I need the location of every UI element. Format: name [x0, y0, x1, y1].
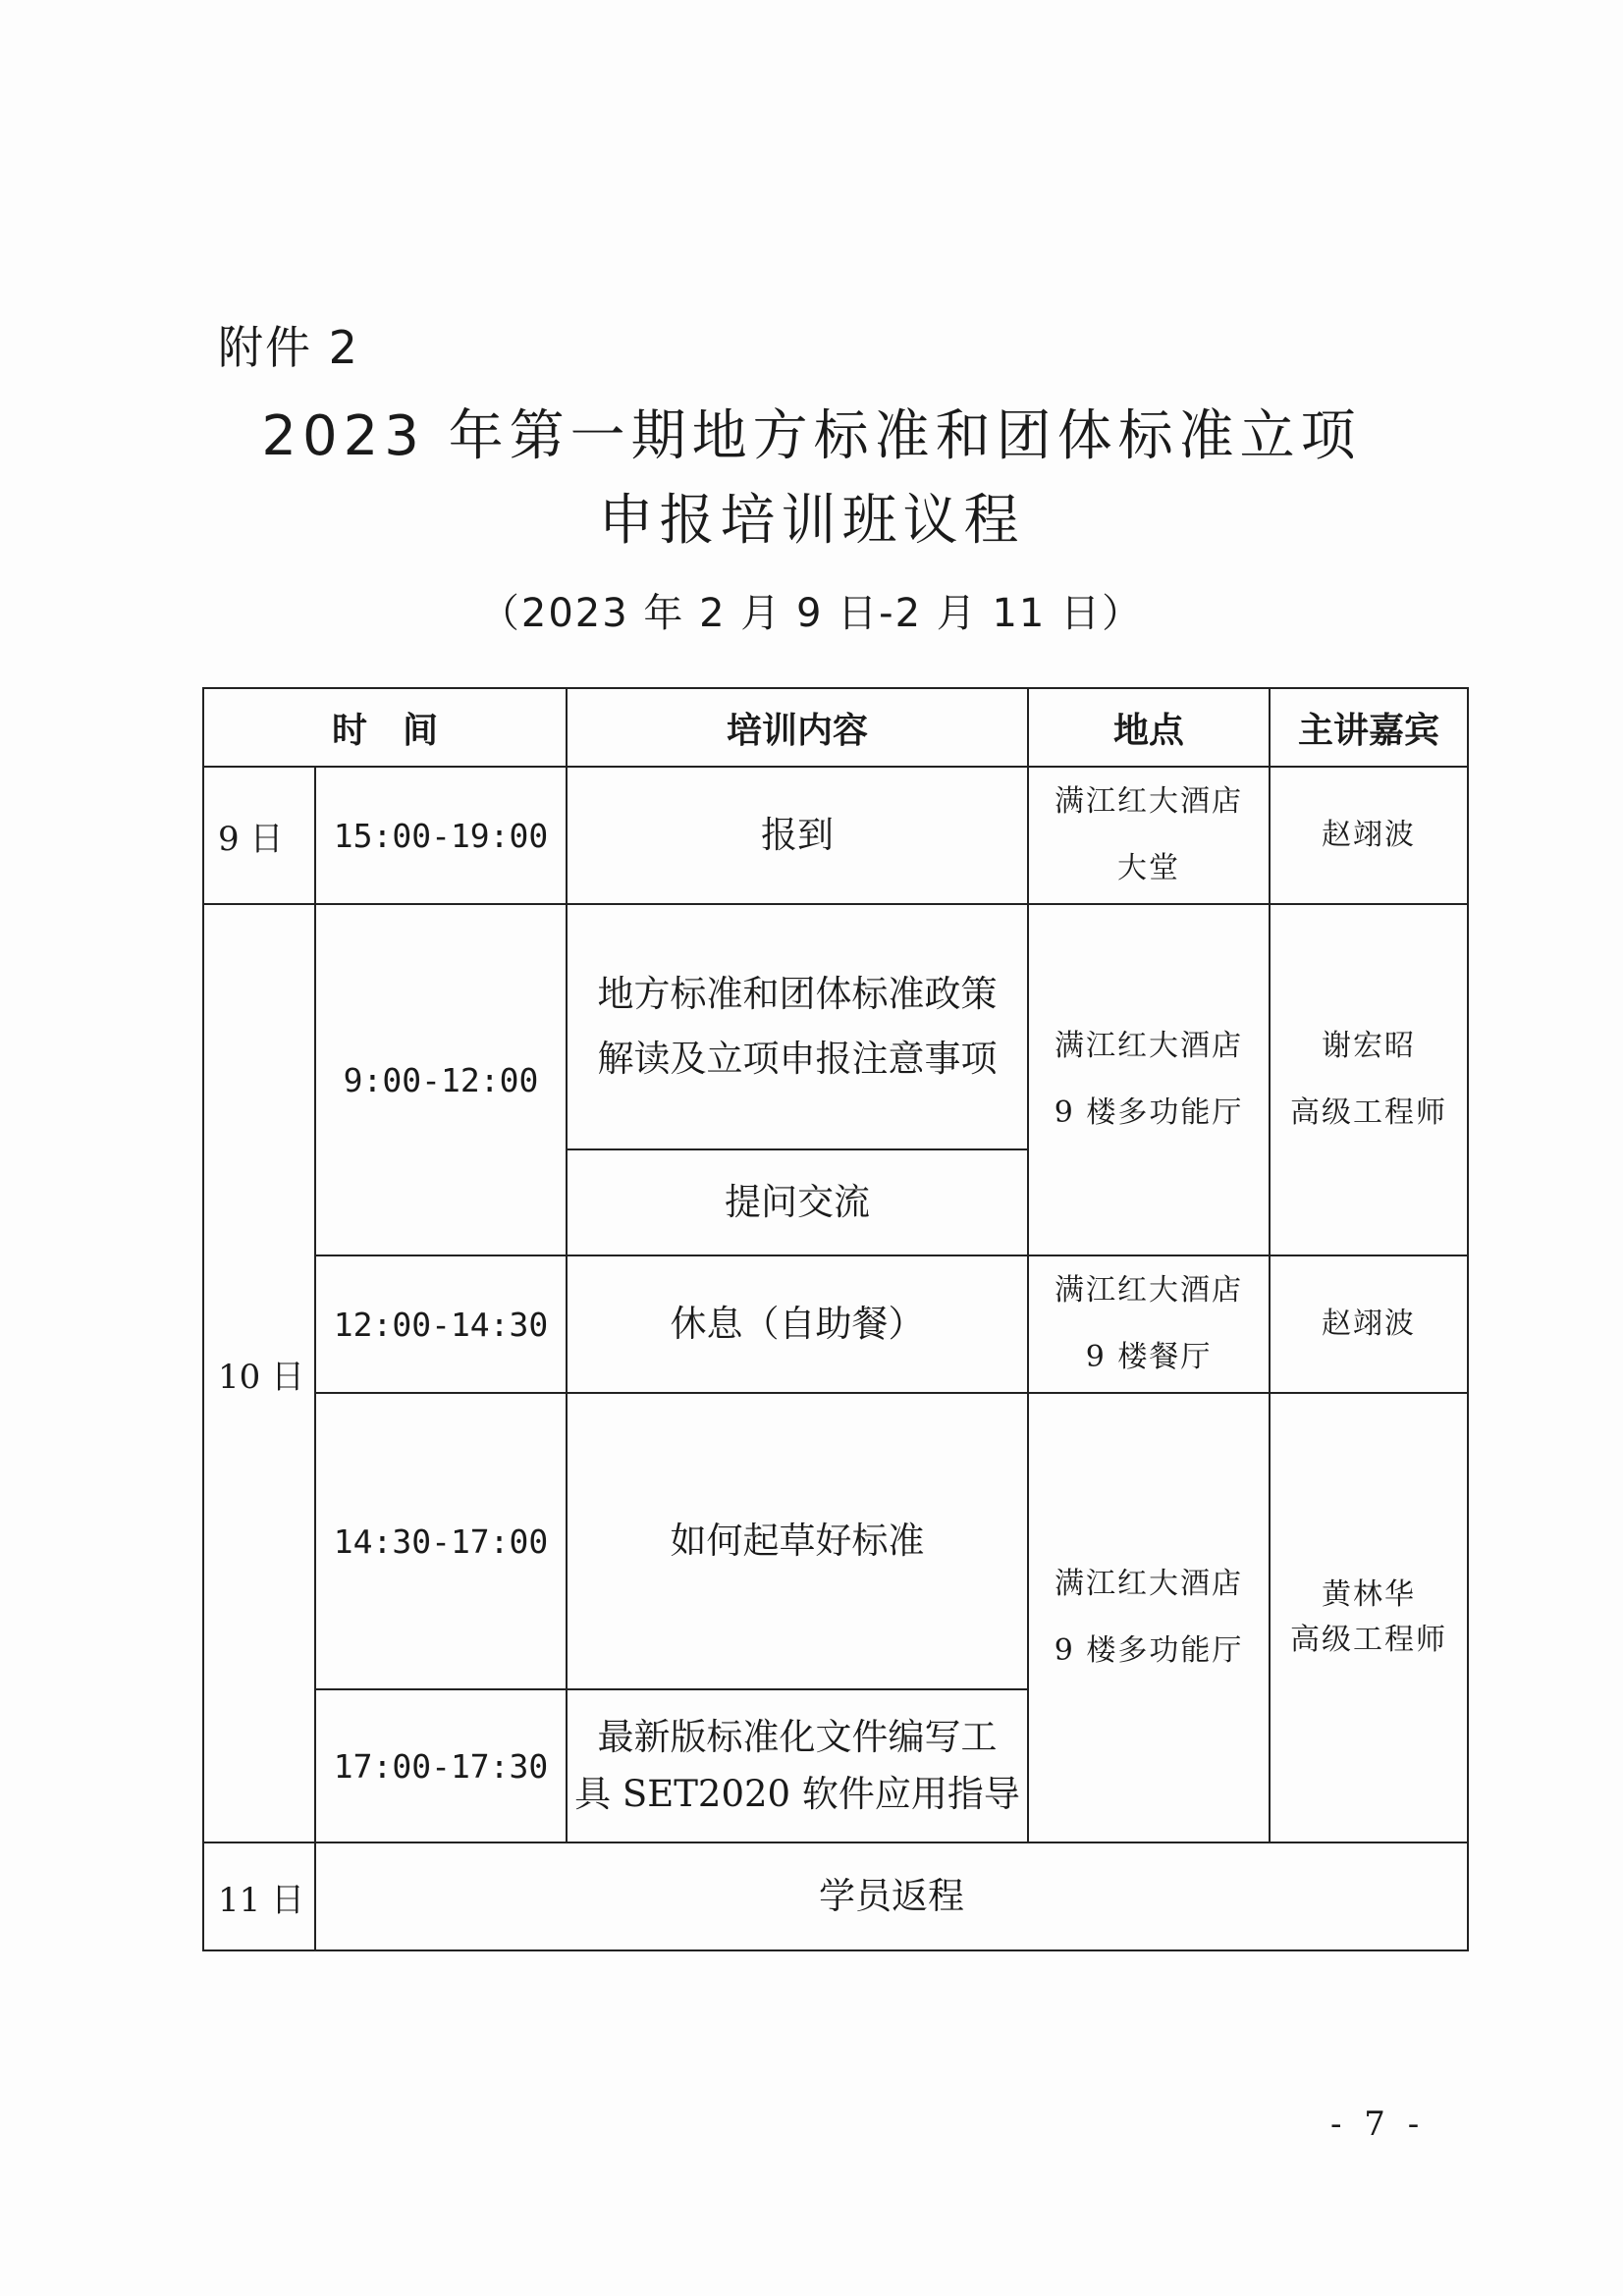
content-cell: [567, 904, 1028, 1149]
date-range-subtitle: （2023 年 2 月 9 日-2 月 11 日）: [479, 591, 1144, 636]
speaker-cell: 赵翊波: [1270, 1255, 1468, 1393]
speaker-cell: 赵翊波: [1270, 767, 1468, 904]
page-number: - 7 -: [1330, 2105, 1426, 2144]
place-cell: [1028, 1255, 1270, 1393]
attachment-label: 附件 2: [218, 321, 359, 374]
content-cell: 提问交流: [567, 1149, 1028, 1255]
time-cell: 15:00-19:00: [315, 767, 567, 904]
table-row: [203, 1255, 1468, 1393]
speaker-line: 高级工程师: [1290, 1623, 1448, 1657]
header-place: 地点: [1028, 688, 1270, 767]
place-cell: [1028, 767, 1270, 904]
table-row: [203, 767, 1468, 904]
place-line: 9 楼餐厅: [1085, 1340, 1213, 1374]
title-line-1: 2023 年第一期地方标准和团体标准立项: [261, 404, 1362, 468]
header-content: 培训内容: [567, 688, 1028, 767]
speaker-cell: [1270, 904, 1468, 1255]
place-cell: [1028, 1393, 1270, 1842]
speaker-line: 高级工程师: [1290, 1095, 1448, 1130]
day-cell: 11 日: [203, 1842, 315, 1950]
speaker-cell: [1270, 1393, 1468, 1842]
header-speaker: 主讲嘉宾: [1270, 688, 1468, 767]
place-line: 大堂: [1117, 851, 1181, 885]
day-cell: 9 日: [203, 767, 315, 904]
table-header-row: [203, 688, 1468, 767]
day-cell: 10 日: [203, 904, 315, 1842]
place-line: 9 楼多功能厅: [1054, 1095, 1244, 1130]
table-row: [203, 904, 1468, 1149]
content-cell: 休息（自助餐）: [567, 1255, 1028, 1393]
speaker-line: 谢宏昭: [1322, 1029, 1417, 1063]
place-line: 9 楼多功能厅: [1054, 1633, 1244, 1668]
place-cell: [1028, 904, 1270, 1255]
place-line: 满江红大酒店: [1055, 1273, 1244, 1308]
header-time: 时 间: [203, 688, 567, 767]
speaker-line: 黄林华: [1322, 1577, 1417, 1612]
content-line: 最新版标准化文件编写工: [597, 1716, 998, 1758]
place-line: 满江红大酒店: [1055, 784, 1244, 819]
time-cell: 9:00-12:00: [315, 904, 567, 1255]
content-line: 具 SET2020 软件应用指导: [574, 1773, 1020, 1815]
time-cell: 17:00-17:30: [315, 1689, 567, 1842]
time-cell: 12:00-14:30: [315, 1255, 567, 1393]
content-cell: 学员返程: [315, 1842, 1468, 1950]
time-cell: 14:30-17:00: [315, 1393, 567, 1689]
place-line: 满江红大酒店: [1055, 1567, 1244, 1601]
content-cell: 如何起草好标准: [567, 1393, 1028, 1689]
content-line: 解读及立项申报注意事项: [597, 1038, 998, 1080]
place-line: 满江红大酒店: [1055, 1029, 1244, 1063]
content-cell: 报到: [567, 767, 1028, 904]
table-row: [203, 1393, 1468, 1689]
content-cell: [567, 1689, 1028, 1842]
agenda-table: [202, 687, 1469, 1951]
title-line-2: 申报培训班议程: [598, 489, 1025, 553]
table-row: [203, 1842, 1468, 1950]
content-line: 地方标准和团体标准政策: [597, 973, 998, 1015]
